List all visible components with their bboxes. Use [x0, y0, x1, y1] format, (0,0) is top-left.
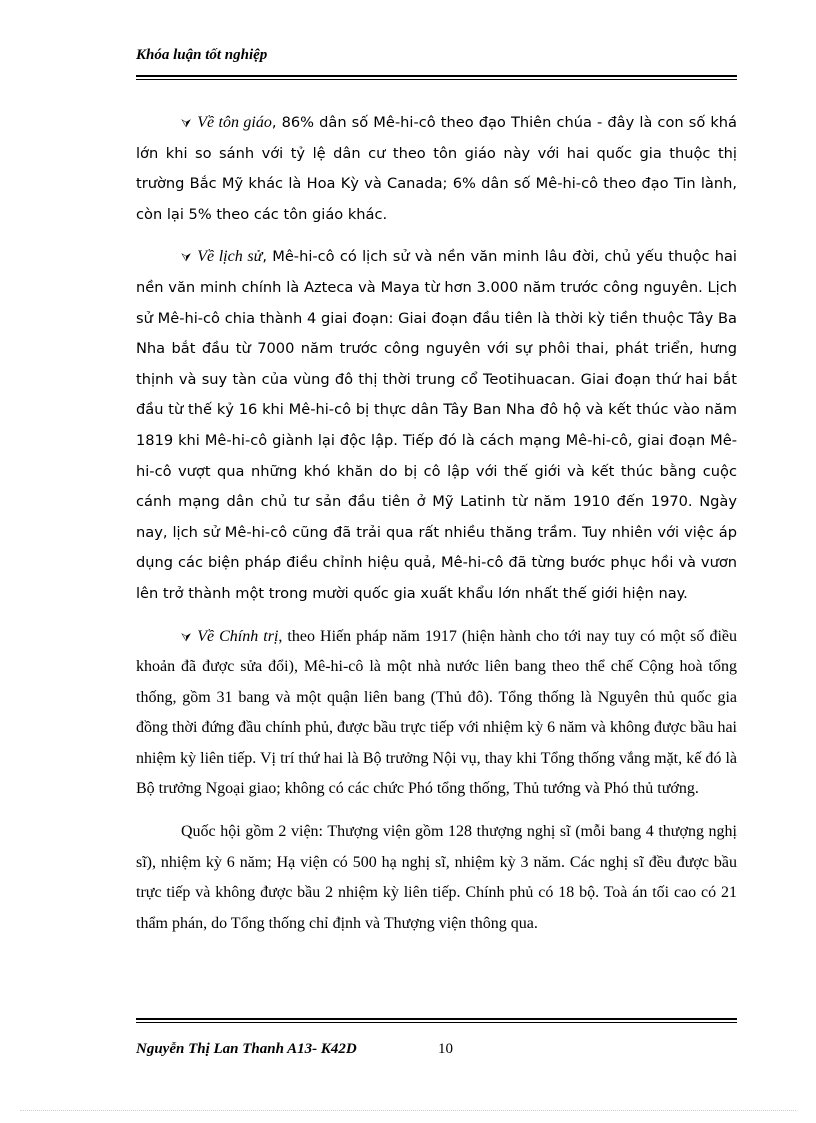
paragraph-text: Quốc hội gồm 2 viện: Thượng viện gồm 128 thượng nghị sĩ (mỗi bang 4 thượng nghị sĩ), nhiệm kỳ 6 năm; Hạ viện có 500 hạ nghị sĩ, nhiệm kỳ 3 năm. Các nghị sĩ đều được bầu trực tiếp và không được bầu 2 nhiệm kỳ liên tiếp. Chính phủ có 18 bộ. Toà án tối cao có 21 thẩm phán, do Tổng thống chỉ định và Thượng viện thông qua. [136, 823, 737, 932]
footer-author: Nguyễn Thị Lan Thanh A13- K42D [136, 1041, 357, 1057]
paragraph-history [136, 242, 737, 609]
page-edge-divider [20, 1110, 796, 1111]
paragraph-text: , Mê-hi-cô có lịch sử và nền văn minh lâu đời, chủ yếu thuộc hai nền văn minh chính là Azteca và Maya từ hơn 3.000 năm trước công nguyên. Lịch sử Mê-hi-cô chia thành 4 giai đoạn: Giai đoạn đầu tiên là thời kỳ tiền thuộc Tây Ba Nha bắt đầu từ 7000 năm trước công nguyên với sự phôi thai, phát triển, hưng thịnh và suy tàn của vùng đô thị thời trung cổ Teotihuacan. Giai đoạn thứ hai bắt đầu từ thế kỷ 16 khi Mê-hi-cô bị thực dân Tây Ban Nha đô hộ và kết thúc vào năm 1819 khi Mê-hi-cô giành lại độc lập. Tiếp đó là cách mạng Mê-hi-cô, giai đoạn Mê-hi-cô vượt qua những khó khăn do bị cô lập với thế giới và kết thúc bằng cuộc cánh mạng dân chủ tư sản đầu tiên ở Mỹ Latinh từ năm 1910 đến 1970. Ngày nay, lịch sử Mê-hi-cô cũng đã trải qua rất nhiều thăng trầm. Tuy nhiên với việc áp dụng các biện pháp điều chỉnh hiệu quả, Mê-hi-cô đã từng bước phục hồi và vươn lên trở thành một trong mười quốc gia xuất khẩu lớn nhất thế giới hiện nay. [136, 248, 737, 602]
topic-politics: Về Chính trị [197, 627, 279, 645]
header-rule [136, 75, 737, 80]
check-arrow-icon: ⮛ [181, 116, 192, 130]
paragraph-text: , 86% dân số Mê-hi-cô theo đạo Thiên chúa - đây là con số khá lớn khi so sánh với tỷ lệ dân cư theo tôn giáo này với hai quốc gia thuộc thị trường Bắc Mỹ khác là Hoa Kỳ và Canada; 6% dân số Mê-hi-cô theo đạo Tin lành, còn lại 5% theo các tôn giáo khác. [136, 114, 737, 223]
paragraph-politics [136, 622, 737, 806]
document-body [136, 108, 737, 951]
check-arrow-icon: ⮛ [181, 629, 192, 644]
page-number: 10 [438, 1041, 453, 1057]
topic-religion: Về tôn giáo [197, 114, 272, 131]
paragraph-religion [136, 108, 737, 230]
paragraph-parliament [136, 817, 737, 939]
footer-rule [136, 1018, 737, 1023]
check-arrow-icon: ⮛ [181, 250, 192, 265]
topic-history: Về lịch sử [197, 248, 263, 266]
paragraph-text: , theo Hiến pháp năm 1917 (hiện hành cho tới nay tuy có một số điều khoản đã được sửa đổi), Mê-hi-cô là một nhà nước liên bang theo thể chế Cộng hoà tổng thống, gồm 31 bang và một quận liên bang (Thủ đô). Tổng thống là Nguyên thủ quốc gia đồng thời đứng đầu chính phủ, được bầu trực tiếp với nhiệm kỳ 6 năm và không được bầu hai nhiệm kỳ liên tiếp. Vị trí thứ hai là Bộ trưởng Nội vụ, thay khi Tổng thống vắng mặt, kế đó là Bộ trưởng Ngoại giao; không có các chức Phó tổng thống, Thủ tướng và Phó thủ tướng. [136, 627, 737, 798]
header-title: Khóa luận tốt nghiệp [136, 47, 268, 63]
